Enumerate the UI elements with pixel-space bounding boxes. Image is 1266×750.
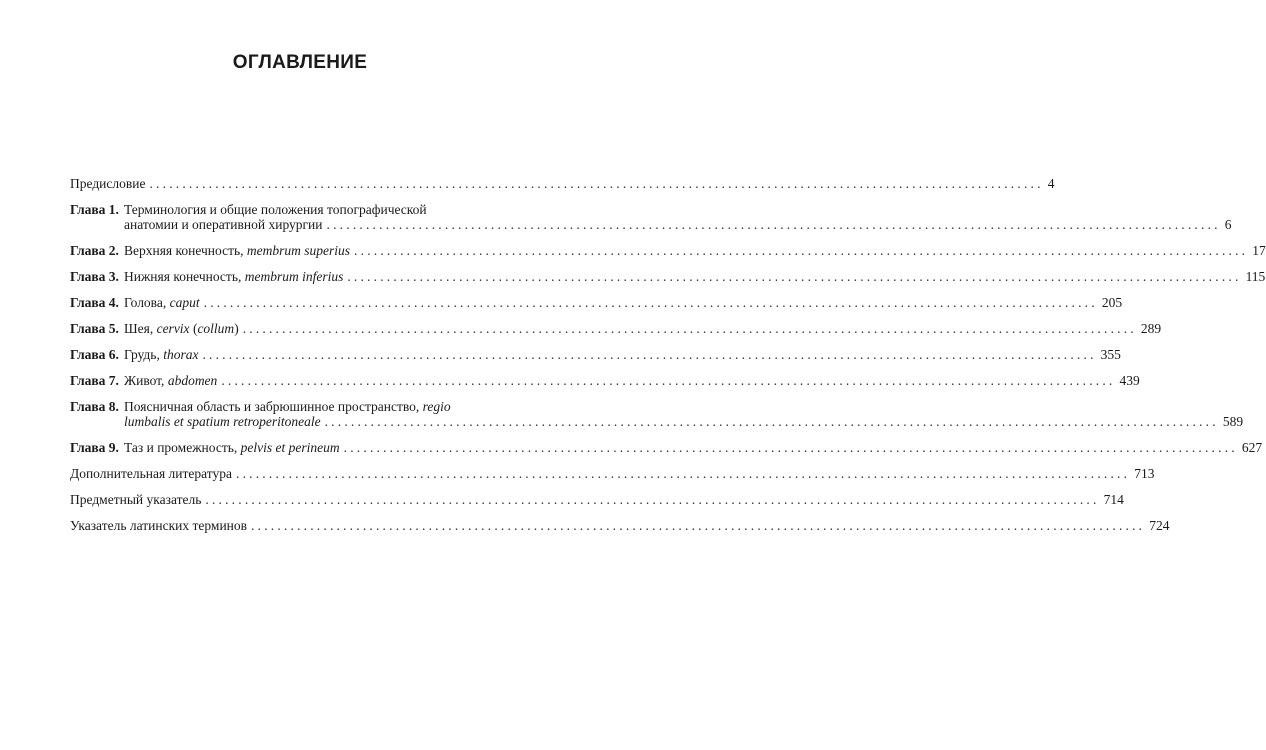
chapter-number: Глава 7. [70,373,119,388]
toc-entry-chapter-6[interactable] [70,347,1121,362]
toc-entry-latin: thorax [163,347,199,362]
chapter-number: Глава 5. [70,321,119,336]
toc-entry-text: Нижняя конечность, [124,269,245,284]
dot-leader: ........................................................................................................................................ [205,492,1100,507]
dot-leader: ........................................................................................................................................ [354,243,1249,258]
toc-page-number: 17 [1252,243,1266,258]
chapter-number: Глава 2. [70,243,119,258]
toc-entry-text: Верхняя конечность, [124,243,247,258]
toc-entry-text: Грудь, [124,347,164,362]
toc-entry-chapter-9[interactable] [70,440,1263,455]
toc-entry-chapter-1[interactable] [70,202,1232,232]
toc-entry-text: Предметный указатель [70,492,202,507]
toc-entry-text: Шея, [124,321,157,336]
toc-page-number: 6 [1224,217,1232,232]
toc-entry-chapter-8[interactable] [70,399,1244,429]
toc-page-number: 589 [1222,414,1244,429]
toc-entry-text-line1: Терминология и общие положения топографической [124,202,427,217]
toc-page-number: 627 [1241,440,1263,455]
page-title: ОГЛАВЛЕНИЕ [232,52,368,73]
toc-entry-bibliography[interactable] [70,466,1155,481]
dot-leader: ........................................................................................................................................ [202,347,1097,362]
toc-page-number: 355 [1100,347,1121,362]
chapter-number: Глава 8. [70,399,119,414]
toc-page-number: 205 [1101,295,1123,310]
toc-entry-latin: membrum inferius [244,269,344,284]
toc-entry-latin: cervix [156,321,190,336]
toc-entry-chapter-7[interactable] [70,373,1140,388]
dot-leader: ........................................................................................................................................ [347,269,1242,284]
toc-entry-chapter-3[interactable] [70,269,1266,284]
dot-leader: ........................................................................................................................................ [221,373,1116,388]
toc-entry-chapter-5[interactable] [70,321,1162,336]
dot-leader: ........................................................................................................................................ [343,440,1238,455]
toc-page-number: 713 [1134,466,1155,481]
dot-leader: ........................................................................................................................................ [149,176,1044,191]
toc-entry-latin: abdomen [167,373,218,388]
toc-entry-subject-index[interactable] [70,492,1124,507]
chapter-number: Глава 1. [70,202,119,217]
toc-entry-latin-line1: regio [422,399,451,414]
toc-page-number: 714 [1103,492,1124,507]
dot-leader: ........................................................................................................................................ [236,466,1131,481]
toc-entry-text-line1: Поясничная область и забрюшинное пространство, [124,399,423,414]
toc-entry-chapter-4[interactable] [70,295,1123,310]
toc-page-number: 289 [1140,321,1162,336]
dot-leader: ........................................................................................................................................ [251,518,1146,533]
toc-entry-paren-close: ) [234,321,239,336]
toc-entry-text: Голова, [124,295,170,310]
toc-page-number: 115 [1245,269,1266,284]
dot-leader: ........................................................................................................................................ [242,321,1137,336]
toc-entry-latin: membrum superius [246,243,351,258]
toc-page-number: 724 [1149,518,1170,533]
chapter-number: Глава 3. [70,269,119,284]
toc-entry-latin-index[interactable] [70,518,1170,533]
toc-entry-latin: pelvis et perineum [240,440,340,455]
toc-entry-paren-open: ( [189,321,198,336]
toc-entry-text: Указатель латинских терминов [70,518,248,533]
toc-entry-latin-alt: collum [197,321,235,336]
toc-entry-text: анатомии и оперативной хирургии [124,217,323,232]
toc-entry-text: Предисловие [70,176,146,191]
chapter-number: Глава 4. [70,295,119,310]
dot-leader: ........................................................................................................................................ [324,414,1219,429]
chapter-number: Глава 9. [70,440,119,455]
toc-entry-text: Дополнительная литература [70,466,232,481]
toc-entry-latin: lumbalis et spatium retroperitoneale [124,414,321,429]
toc-entry-preface[interactable] [70,176,1055,191]
chapter-number: Глава 6. [70,347,119,362]
toc-page-number: 439 [1119,373,1140,388]
toc-entry-text: Живот, [124,373,168,388]
table-of-contents [70,176,1266,544]
dot-leader: ........................................................................................................................................ [326,217,1221,232]
dot-leader: ........................................................................................................................................ [203,295,1098,310]
toc-entry-text: Таз и промежность, [124,440,241,455]
toc-page-number: 4 [1047,176,1055,191]
toc-entry-latin: caput [169,295,200,310]
toc-entry-chapter-2[interactable] [70,243,1266,258]
